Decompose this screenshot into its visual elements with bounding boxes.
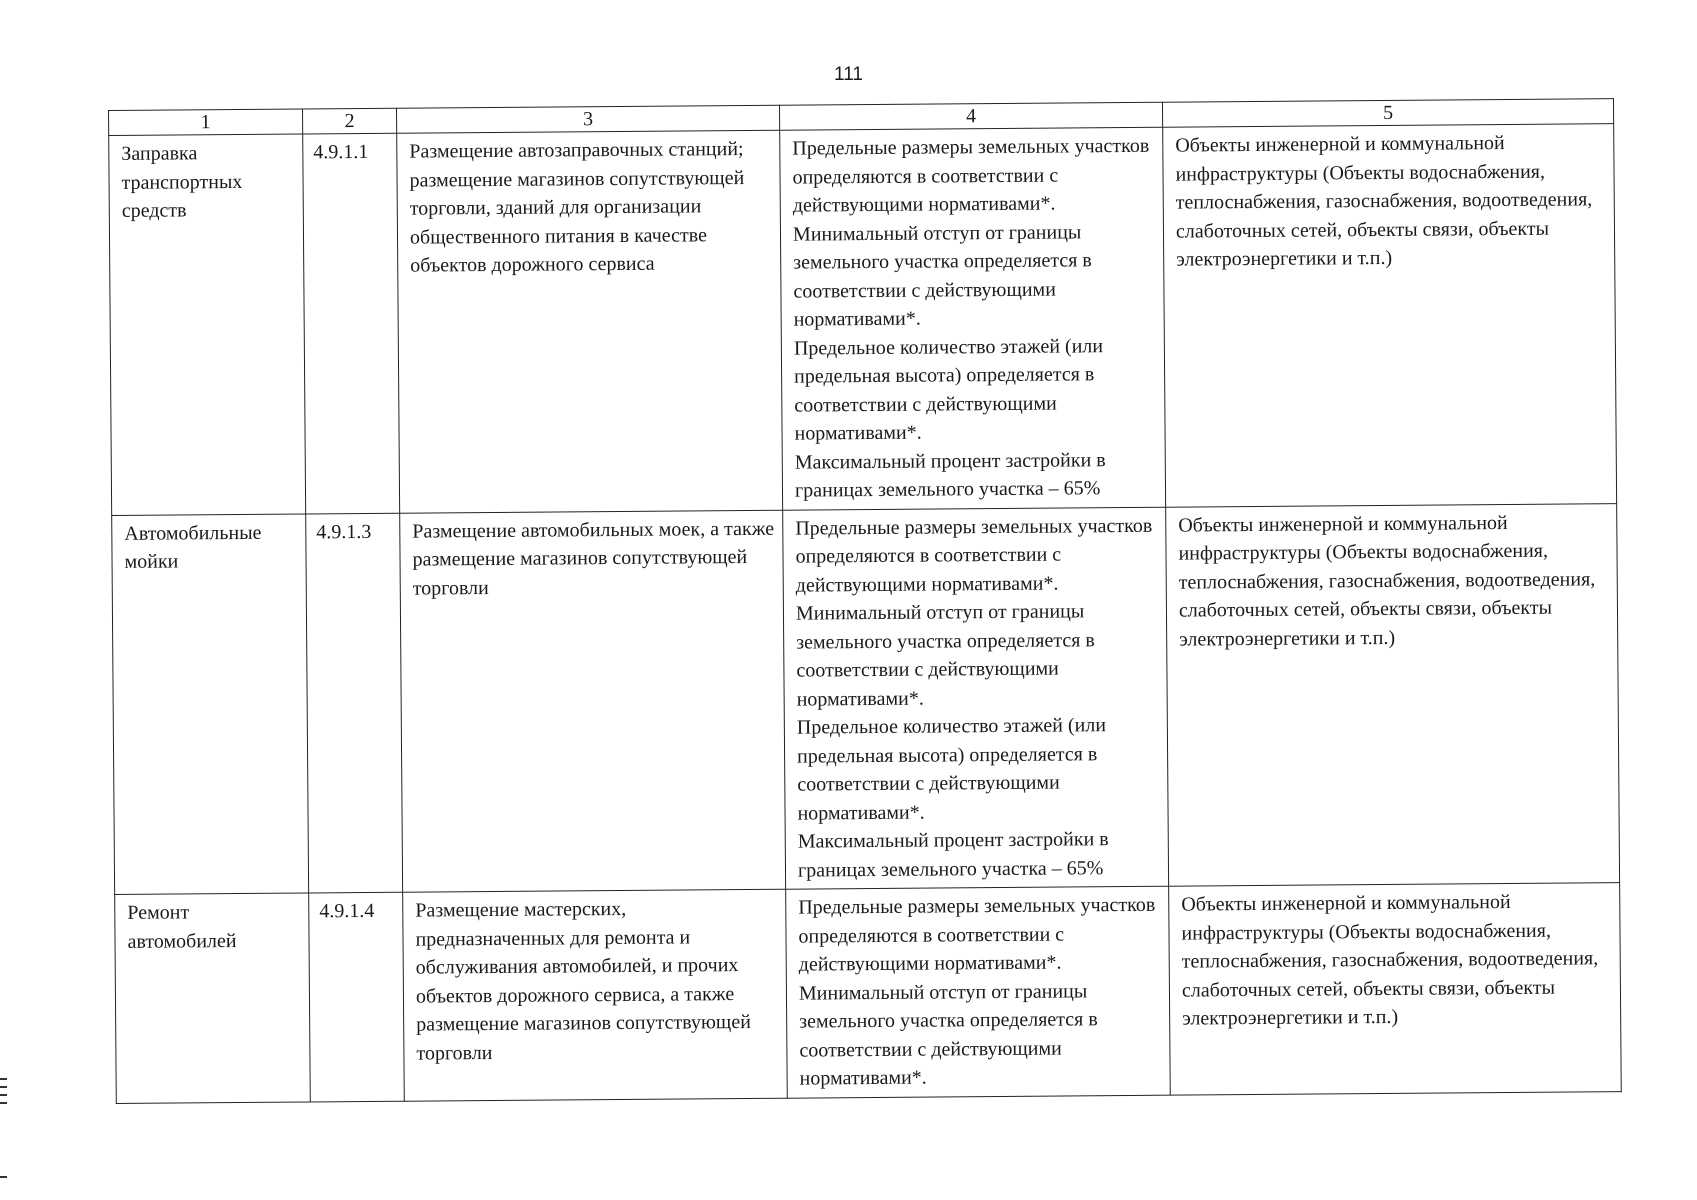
use-type-name: Автомобильные мойки — [112, 513, 309, 894]
use-type-code: 4.9.1.4 — [309, 892, 405, 1101]
column-header-1: 1 — [109, 109, 303, 136]
parameters-cell — [780, 127, 1166, 509]
column-header-2: 2 — [302, 108, 396, 134]
scan-margin-mark — [0, 1102, 7, 1104]
column-header-3: 3 — [396, 105, 779, 133]
auxiliary-uses: Объекты инженерной и коммунальной инфраструктуры (Объекты водоснабжения, теплоснабжения, газоснабжения, водоотведения, слаботочных сетей, объекты связи, объекты электроэнергетики и т.п.) — [1163, 124, 1617, 507]
auxiliary-uses: Объекты инженерной и коммунальной инфраструктуры (Объекты водоснабжения, теплоснабжения, газоснабжения, водоотведения, слаботочных сетей, объекты связи, объекты электроэнергетики и т.п.) — [1169, 883, 1622, 1095]
scan-margin-mark — [0, 1078, 7, 1080]
parameter-item: Минимальный отступ от границы земельного участка определяется в соответствии с действующими нормативами*. — [792, 220, 1092, 331]
land-use-table — [108, 98, 1622, 1103]
table-row — [112, 503, 1620, 894]
parameters-cell — [783, 507, 1169, 889]
parameter-item: Максимальный процент застройки в границах земельного участка – 65% — [797, 828, 1109, 882]
table-row — [109, 124, 1617, 515]
parameter-item: Предельные размеры земельных участков определяются в соответствии с действующими нормативами*. — [792, 134, 1150, 217]
parameter-item: Предельные размеры земельных участков определяются в соответствии с действующими нормативами*. — [798, 893, 1156, 976]
scan-margin-mark — [0, 1176, 7, 1178]
column-header-4: 4 — [779, 102, 1162, 130]
use-type-name: Заправка транспортных средств — [109, 134, 306, 515]
page-number: 111 — [834, 64, 863, 85]
parameter-item: Предельное количество этажей (или предельная высота) определяется в соответствии с действующими нормативами*. — [796, 714, 1107, 825]
use-type-description: Размещение автомобильных моек, а также размещение магазинов сопутствующей торговли — [400, 510, 786, 892]
table-row — [115, 883, 1622, 1103]
use-type-description: Размещение автозаправочных станций; размещение магазинов сопутствующей торговли, зданий для организации общественного питания в качестве объектов дорожного сервиса — [397, 130, 783, 512]
scan-margin-mark — [0, 1094, 7, 1096]
column-header-5: 5 — [1162, 99, 1613, 128]
parameter-item: Минимальный отступ от границы земельного участка определяется в соответствии с действующими нормативами*. — [795, 600, 1095, 711]
land-use-table-wrapper — [108, 98, 1621, 1103]
parameter-item: Предельные размеры земельных участков определяются в соответствии с действующими нормативами*. — [795, 514, 1153, 597]
use-type-code: 4.9.1.1 — [303, 133, 400, 513]
use-type-name: Ремонт автомобилей — [115, 893, 311, 1103]
scan-margin-mark — [0, 1086, 7, 1088]
auxiliary-uses: Объекты инженерной и коммунальной инфраструктуры (Объекты водоснабжения, теплоснабжения, газоснабжения, водоотведения, слаботочных сетей, объекты связи, объекты электроэнергетики и т.п.) — [1166, 503, 1620, 886]
use-type-description: Размещение мастерских, предназначенных для ремонта и обслуживания автомобилей, и прочих объектов дорожного сервиса, а также размещение магазинов сопутствующей торговли — [403, 889, 788, 1101]
parameter-item: Максимальный процент застройки в границах земельного участка – 65% — [794, 448, 1106, 502]
parameter-item: Минимальный отступ от границы земельного участка определяется в соответствии с действующими нормативами*. — [798, 979, 1098, 1090]
parameter-item: Предельное количество этажей (или предельная высота) определяется в соответствии с действующими нормативами*. — [793, 334, 1104, 445]
parameters-cell — [786, 886, 1171, 1098]
use-type-code: 4.9.1.3 — [306, 513, 403, 893]
